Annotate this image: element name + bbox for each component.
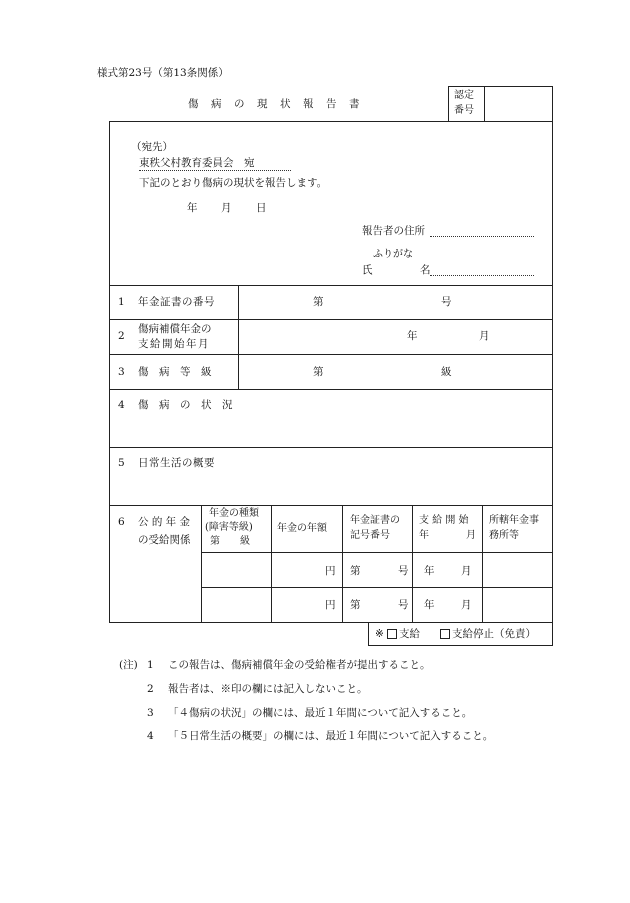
date-year-label: 年 <box>187 202 198 214</box>
hdr-start-line1: 支 給 開 始 <box>419 515 469 526</box>
data2-go: 号 <box>398 599 409 611</box>
reporter-name-shi: 氏 <box>362 264 373 276</box>
row4-label: 傷 病 の 状 況 <box>138 399 233 411</box>
row5-label: 日常生活の概要 <box>138 457 215 469</box>
data1-yen: 円 <box>325 565 336 577</box>
hdr-type-line2: (障害等級) <box>205 522 253 533</box>
row3-prefix: 第 <box>313 366 324 378</box>
hdr-type-grade: 障害等級 <box>208 522 249 533</box>
title-box-left <box>448 86 449 121</box>
row1-number: 1 <box>118 296 125 308</box>
row3-top <box>109 354 552 355</box>
rows123-divider <box>238 285 239 389</box>
data1-month: 月 <box>461 565 472 577</box>
note-3-text: 「４傷病の状況」の欄には、最近１年間について記入すること。 <box>168 707 473 719</box>
data1-dai: 第 <box>350 565 361 577</box>
row4-top <box>109 389 552 390</box>
table-right-border <box>552 121 553 646</box>
addressee-prefix: （宛先） <box>131 141 173 153</box>
row4-number: 4 <box>118 399 125 411</box>
data2-dai: 第 <box>350 599 361 611</box>
table-bottom-border <box>109 622 552 623</box>
suspension-checkbox[interactable] <box>440 629 450 639</box>
note-2-text: 報告者は、※印の欄には記入しないこと。 <box>168 683 368 695</box>
note-1-text: この報告は、傷病補償年金の受給権者が提出すること。 <box>168 659 431 671</box>
payment-start-field[interactable] <box>340 321 490 352</box>
form-number: 様式第23号（第13条関係） <box>97 67 229 79</box>
pension-type-cell-1[interactable] <box>202 553 271 587</box>
hdr-office-line1: 所轄年金事 <box>489 515 539 526</box>
reporter-address-field[interactable] <box>430 236 534 237</box>
note-1-number: 1 <box>147 659 154 671</box>
note-3-number: 3 <box>147 707 154 719</box>
furigana-label: ふりがな <box>373 249 413 260</box>
report-message: 下記のとおり傷病の現状を報告します。 <box>139 177 328 189</box>
hdr-cert-line1: 年金証書の <box>350 515 400 526</box>
hdr-start-month: 月 <box>466 530 476 541</box>
status-option-suspension: 支給停止（免責） <box>452 628 536 640</box>
data1-year: 年 <box>424 565 435 577</box>
table-top-border <box>109 121 552 122</box>
row2-label-line1: 傷病補償年金の <box>138 323 212 335</box>
date-day-label: 日 <box>256 202 267 214</box>
data1-go: 号 <box>398 565 409 577</box>
date-month-label: 月 <box>221 202 232 214</box>
row3-label: 傷 病 等 級 <box>138 366 212 378</box>
r6-col2 <box>271 505 272 622</box>
row2-label-line2: 支給開始年月 <box>138 338 210 350</box>
r6-col3 <box>342 505 343 622</box>
row1-prefix: 第 <box>313 296 324 308</box>
status-box-bottom <box>368 645 552 646</box>
notes-prefix: (注) <box>119 659 138 671</box>
cert-label-line1: 認定 <box>454 90 474 101</box>
data2-yen: 円 <box>325 599 336 611</box>
row6-label-line2: の受給関係 <box>138 534 191 546</box>
hdr-office-line2: 務所等 <box>489 530 519 541</box>
row5-top <box>109 447 552 448</box>
data2-month: 月 <box>461 599 472 611</box>
r6-col4 <box>412 505 413 622</box>
note-2-number: 2 <box>147 683 154 695</box>
note-4-number: 4 <box>147 730 154 742</box>
row2-year: 年 <box>407 330 418 342</box>
office-cell-1[interactable] <box>483 553 551 587</box>
office-cell-2[interactable] <box>483 588 551 622</box>
row2-month: 月 <box>479 330 490 342</box>
addressee-name: 東秩父村教育委員会 宛 <box>139 157 255 169</box>
row1-suffix: 号 <box>441 296 452 308</box>
table-left-border <box>109 121 110 623</box>
form-title: 傷 病 の 現 状 報 告 書 <box>188 98 361 110</box>
cert-number-field[interactable] <box>485 87 551 120</box>
hdr-start-year: 年 <box>419 530 429 541</box>
row6-top <box>109 505 552 506</box>
injury-grade-field[interactable] <box>328 356 436 387</box>
hdr-amount: 年金の年額 <box>277 523 327 534</box>
pension-cert-number-field[interactable] <box>328 287 436 317</box>
addressee-underline <box>139 170 291 171</box>
row2-number: 2 <box>118 330 125 342</box>
row6-number: 6 <box>118 516 125 528</box>
status-box-left <box>368 622 369 646</box>
status-option-payment: 支給 <box>399 628 420 640</box>
payment-checkbox[interactable] <box>387 629 397 639</box>
reporter-name-field[interactable] <box>430 275 534 276</box>
row2-top <box>109 319 552 320</box>
hdr-type-line1: 年金の種類 <box>209 508 259 519</box>
row1-top <box>109 285 552 286</box>
title-box-right <box>552 86 553 121</box>
hdr-type-line3: 第 級 <box>210 536 250 547</box>
cert-label-line2: 番号 <box>454 105 474 116</box>
reporter-address-label: 報告者の住所 <box>362 225 425 237</box>
data2-year: 年 <box>424 599 435 611</box>
status-mark: ※ <box>375 628 384 640</box>
injury-status-field[interactable] <box>111 412 551 446</box>
pension-type-cell-2[interactable] <box>202 588 271 622</box>
row1-label: 年金証書の番号 <box>138 296 215 308</box>
hdr-cert-line2: 記号番号 <box>350 530 390 541</box>
reporter-name-mei: 名 <box>420 264 431 276</box>
daily-life-field[interactable] <box>111 470 551 504</box>
row6-label-line1: 公 的 年 金 <box>138 516 191 528</box>
row3-number: 3 <box>118 366 125 378</box>
note-4-text: 「５日常生活の概要」の欄には、最近１年間について記入すること。 <box>168 730 494 742</box>
row3-suffix: 級 <box>441 366 452 378</box>
row5-number: 5 <box>118 457 125 469</box>
